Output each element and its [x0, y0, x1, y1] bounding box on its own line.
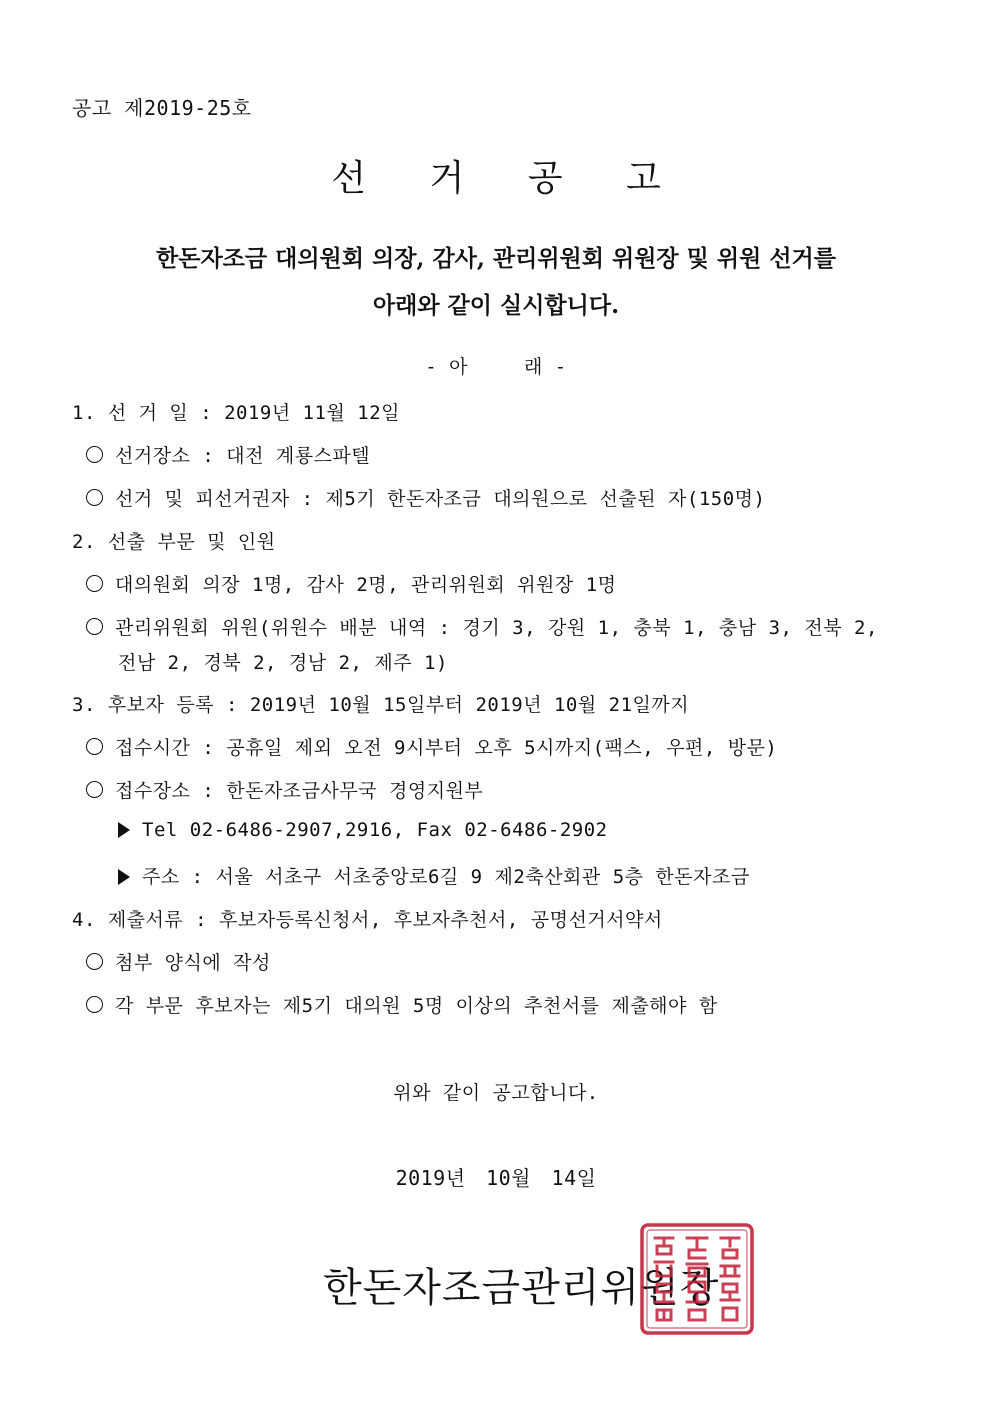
section-1-heading: 1. 선 거 일 : 2019년 11월 12일 [72, 402, 401, 424]
triangle-bullet-icon [118, 822, 130, 838]
list-item: 첨부 양식에 작성 [86, 948, 271, 975]
triangle-bullet-icon [118, 869, 130, 885]
section-2-heading: 2. 선출 부문 및 인원 [72, 531, 276, 553]
circle-bullet-icon [86, 618, 103, 635]
address-line: 주소 : 서울 서초구 서초중앙로6길 9 제2축산회관 5층 한돈자조금 [118, 862, 750, 889]
list-item: 선거장소 : 대전 계룡스파텔 [86, 441, 370, 468]
circle-bullet-icon [86, 953, 103, 970]
circle-bullet-icon [86, 575, 103, 592]
issue-date: 2019년 10월 14일 [395, 1166, 597, 1190]
notice-number: 공고 제2019-25호 [72, 96, 252, 120]
circle-bullet-icon [86, 738, 103, 755]
separator-left: - 아 [425, 356, 468, 378]
lead-line-2: 아래와 같이 실시합니다. [372, 292, 620, 319]
lead-line-1: 한돈자조금 대의원회 의장, 감사, 관리위원회 위원장 및 위원 선거를 [156, 245, 836, 272]
document-title: 선 거 공 고 [331, 158, 687, 199]
circle-bullet-icon [86, 489, 103, 506]
closing-statement: 위와 같이 공고합니다. [393, 1082, 599, 1104]
list-item: 접수장소 : 한돈자조금사무국 경영지원부 [86, 776, 483, 803]
list-item-continuation: 전남 2, 경북 2, 경남 2, 제주 1) [118, 652, 448, 674]
official-seal-stamp [639, 1222, 755, 1336]
circle-bullet-icon [86, 446, 103, 463]
section-3-heading: 3. 후보자 등록 : 2019년 10월 15일부터 2019년 10월 21일까지 [72, 694, 690, 716]
list-item: 대의원회 의장 1명, 감사 2명, 관리위원회 위원장 1명 [86, 570, 617, 597]
section-separator [0, 352, 992, 379]
contact-line: Tel 02-6486-2907,2916, Fax 02-6486-2902 [118, 819, 608, 841]
list-item: 선거 및 피선거권자 : 제5기 한돈자조금 대의원으로 선출된 자(150명) [86, 484, 765, 511]
list-item: 접수시간 : 공휴일 제외 오전 9시부터 오후 5시까지(팩스, 우편, 방문) [86, 733, 777, 760]
section-4-heading: 4. 제출서류 : 후보자등록신청서, 후보자추천서, 공명선거서약서 [72, 909, 663, 931]
circle-bullet-icon [86, 996, 103, 1013]
list-item: 각 부문 후보자는 제5기 대의원 5명 이상의 추천서를 제출해야 함 [86, 991, 718, 1018]
separator-right: 래 - [524, 356, 567, 378]
circle-bullet-icon [86, 781, 103, 798]
list-item: 관리위원회 위원(위원수 배분 내역 : 경기 3, 강원 1, 충북 1, 충남 3, 전북 2, [86, 613, 878, 640]
issuer-name: 한돈자조금관리위원장 [323, 1265, 720, 1311]
